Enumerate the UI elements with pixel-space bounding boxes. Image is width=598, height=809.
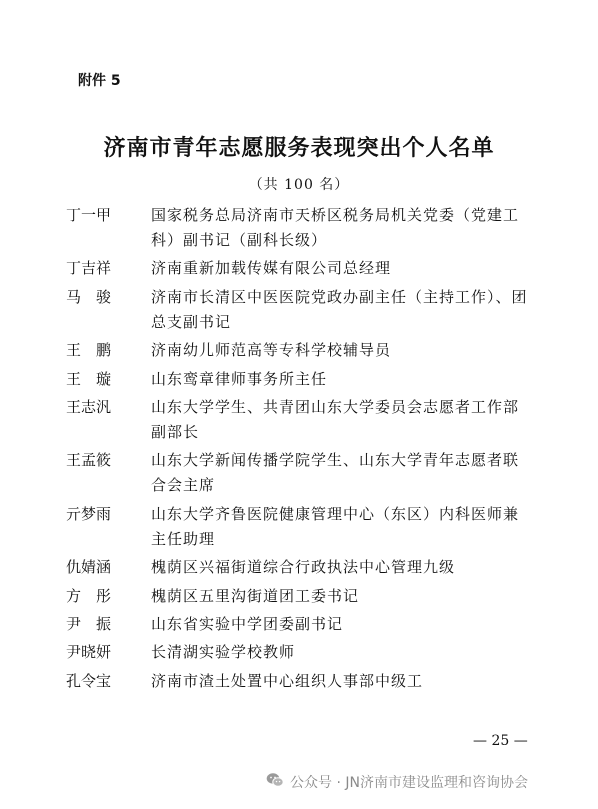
list-item xyxy=(0,256,598,281)
list-item xyxy=(0,285,598,335)
list-item xyxy=(0,612,598,637)
person-role: 山东鸾章律师事务所主任 xyxy=(151,369,328,388)
person-name: 仇婧涵 xyxy=(66,558,112,577)
list-item xyxy=(0,203,598,253)
name-list xyxy=(0,203,598,697)
person-name: 尹 振 xyxy=(66,614,112,633)
person-name: 丁一甲 xyxy=(66,206,112,224)
list-item xyxy=(0,502,598,552)
person-name: 方 彤 xyxy=(66,586,112,605)
person-role: 长清湖实验学校教师 xyxy=(151,643,296,662)
person-role: 山东大学齐鲁医院健康管理中心（东区）内科医师兼主任助理 xyxy=(151,504,520,548)
attachment-label: 附件 5 xyxy=(78,73,121,89)
page-number: — 25 — xyxy=(473,733,528,749)
person-name: 马 骏 xyxy=(66,287,112,306)
person-role: 济南重新加载传媒有限公司总经理 xyxy=(151,259,392,278)
list-item xyxy=(0,338,598,363)
list-item xyxy=(0,448,598,498)
person-name: 亓梦雨 xyxy=(66,504,112,523)
person-role: 国家税务总局济南市天桥区税务局机关党委（党建工科）副书记（副科长级） xyxy=(151,206,520,249)
list-item xyxy=(0,669,598,694)
watermark-text: 公众号 · JN济南市建设监理和咨询协会 xyxy=(290,775,528,791)
person-role: 山东大学学生、共青团山东大学委员会志愿者工作部副部长 xyxy=(151,397,520,441)
person-name: 尹晓妍 xyxy=(66,643,112,662)
person-role: 济南市渣土处置中心组织人事部中级工 xyxy=(151,671,424,690)
person-role: 济南市长清区中医医院党政办副主任（主持工作）、团总支副书记 xyxy=(151,287,528,331)
document-subtitle: （共 100 名） xyxy=(248,177,350,193)
person-name: 王志汎 xyxy=(66,397,112,416)
list-item xyxy=(0,640,598,665)
list-item xyxy=(0,367,598,392)
person-name: 王 璇 xyxy=(66,369,112,388)
list-item xyxy=(0,395,598,445)
person-name: 王孟筱 xyxy=(66,451,112,470)
person-name: 孔令宝 xyxy=(66,671,112,690)
watermark xyxy=(266,772,528,792)
person-role: 槐荫区兴福街道综合行政执法中心管理九级 xyxy=(151,558,456,577)
person-role: 山东省实验中学团委副书记 xyxy=(151,614,344,633)
wechat-icon xyxy=(266,772,284,792)
person-role: 槐荫区五里沟街道团工委书记 xyxy=(151,586,360,605)
person-name: 王 鹏 xyxy=(66,341,112,360)
list-item xyxy=(0,584,598,609)
person-role: 济南幼儿师范高等专科学校辅导员 xyxy=(151,341,392,360)
person-name: 丁吉祥 xyxy=(66,259,112,278)
person-role: 山东大学新闻传播学院学生、山东大学青年志愿者联合会主席 xyxy=(151,451,520,495)
list-item xyxy=(0,555,598,580)
document-title: 济南市青年志愿服务表现突出个人名单 xyxy=(103,135,495,161)
